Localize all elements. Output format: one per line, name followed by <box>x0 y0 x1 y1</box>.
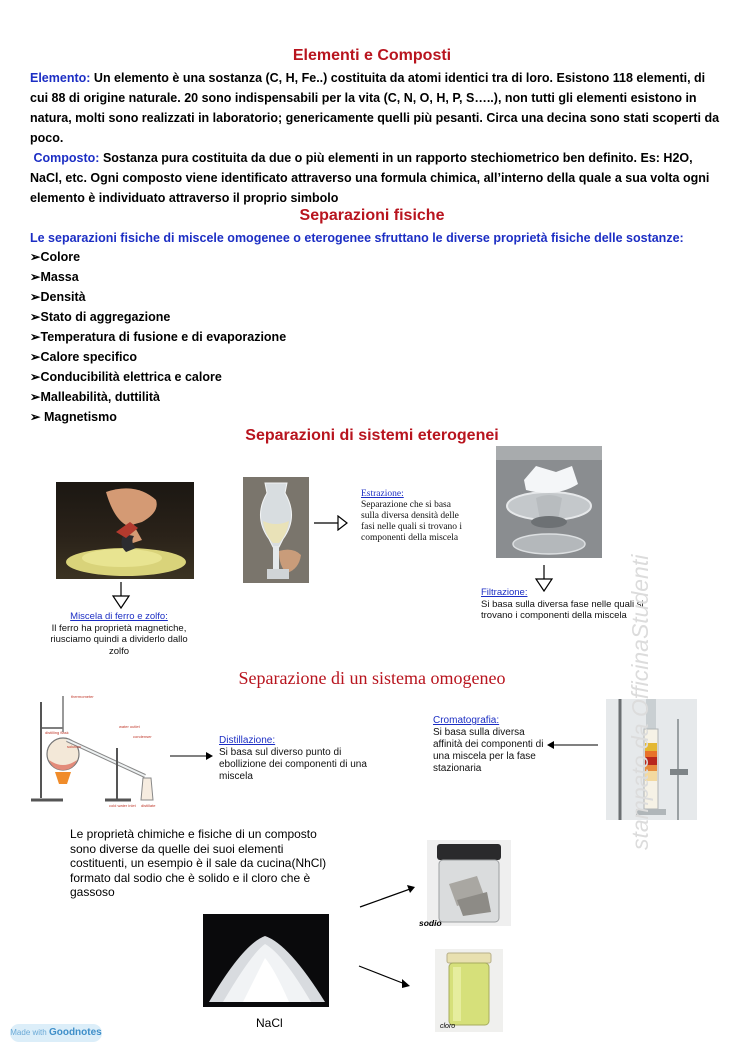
goodnotes-badge <box>10 1024 102 1042</box>
separazioni-fisiche-title: Separazioni fisiche <box>299 207 445 224</box>
composto-paragraph <box>30 148 720 208</box>
list-item: ➢Calore specifico <box>30 350 138 364</box>
distillation-diagram <box>27 688 165 810</box>
list-item: ➢Temperatura di fusione e di evaporazione <box>30 330 287 344</box>
cromatografia-title: Cromatografia: <box>433 715 500 726</box>
cromatografia-text: Si basa sulla diversa affinità dei componenti di una miscela per la fase stazionaria <box>433 727 544 774</box>
sodio-label: sodio <box>419 918 442 928</box>
miscela-text: Il ferro ha proprietà magnetiche, riusciamo quindi a dividerlo dallo zolfo <box>50 622 188 657</box>
estrazione-caption <box>361 489 466 544</box>
distillazione-title: Distillazione: <box>219 735 276 746</box>
elemento-paragraph <box>30 68 720 148</box>
estrazione-title: Estrazione: <box>361 489 404 499</box>
arrow-icon <box>358 883 418 913</box>
salt-photo <box>203 914 329 1007</box>
miscela-title: Miscela di ferro e zolfo: <box>70 611 168 622</box>
diagram-label: condenser <box>133 734 152 739</box>
separazioni-fisiche-intro: Le separazioni fisiche di miscele omogenee o eterogenee sfruttano le diverse proprietà fisiche delle sostanze: <box>30 231 684 245</box>
arrow-left-icon <box>546 740 598 750</box>
diagram-label: thermometer <box>71 694 94 699</box>
arrow-right-icon <box>314 515 348 531</box>
list-item: ➢Massa <box>30 270 79 284</box>
diagram-label: solution <box>67 744 81 749</box>
distillazione-text: Si basa sul diverso punto di ebollizione dei componenti di una miscela <box>219 747 367 782</box>
composto-text: Sostanza pura costituita da due o più elementi in un rapporto stechiometrico ben definito. Es: H2O, NaCl, etc. Ogni composto viene identificato attraverso una formula chimica, all’interno della quale a sua volta ogni elemento è individuato attraverso il proprio simbolo <box>30 151 710 205</box>
nacl-label: NaCl <box>256 1016 283 1030</box>
separating-funnel-photo <box>243 477 309 583</box>
list-item: ➢Stato di aggregazione <box>30 310 171 324</box>
cloro-label: cloro <box>440 1023 456 1030</box>
cloro-photo <box>435 949 503 1032</box>
filtrazione-text: Si basa sulla diversa fase nelle quali si trovano i componenti della miscela <box>481 598 644 621</box>
composto-note: Le proprietà chimiche e fisiche di un composto sono diverse da quelle dei suoi elementi costituenti, un esempio è il sale da cucina(NhCl) formato dal sodio che è solido e il cloro che è gassoso <box>70 827 327 899</box>
omogeneo-title: Separazione di un sistema omogeneo <box>238 668 506 688</box>
sodio-photo <box>427 840 511 926</box>
diagram-label: distilling flask <box>45 730 69 735</box>
badge-prefix: Made with <box>10 1028 47 1037</box>
watermark: stampato da OfficinaStudenti <box>627 554 653 850</box>
page-title: Elementi e Composti <box>292 47 452 64</box>
composto-label: Composto: <box>33 151 100 165</box>
distillazione-caption <box>219 735 369 783</box>
diagram-label: distillate <box>141 803 156 808</box>
miscela-caption <box>44 611 194 657</box>
filtration-photo <box>496 446 602 558</box>
arrow-icon <box>357 964 413 990</box>
estrazione-text: Separazione che si basa sulla diversa densità delle fasi nelle quali si trovano i componenti della miscela <box>361 500 463 543</box>
arrow-right-icon <box>170 751 214 761</box>
elemento-label: Elemento: <box>30 71 91 85</box>
properties-list <box>30 247 430 427</box>
list-item: ➢ Magnetismo <box>30 410 117 424</box>
elemento-text: Un elemento è una sostanza (C, H, Fe..) costituita da atomi identici tra di loro. Esistono 118 elementi, di cui 88 di origine naturale. 20 sono indispensabili per la vita (C, N, O, H, P, S…..), non tutti gli elementi esistono in natura, molti sono realizzati in laboratorio; genericamente quelli più pesanti. Circa una decina sono stati scoperti da poco. <box>30 71 720 145</box>
cromatografia-caption <box>433 715 545 775</box>
eterogenei-title: Separazioni di sistemi eterogenei <box>245 427 499 444</box>
diagram-label: cold water inlet <box>109 803 136 808</box>
badge-brand: Goodnotes <box>48 1027 102 1038</box>
magnet-photo <box>56 482 194 579</box>
diagram-label: water outlet <box>119 724 140 729</box>
filtrazione-title: Filtrazione: <box>481 587 528 598</box>
arrow-down-icon <box>111 582 131 610</box>
list-item: ➢Colore <box>30 250 81 264</box>
list-item: ➢Malleabilità, duttilità <box>30 390 160 404</box>
list-item: ➢Densità <box>30 290 86 304</box>
list-item: ➢Conducibilità elettrica e calore <box>30 370 222 384</box>
